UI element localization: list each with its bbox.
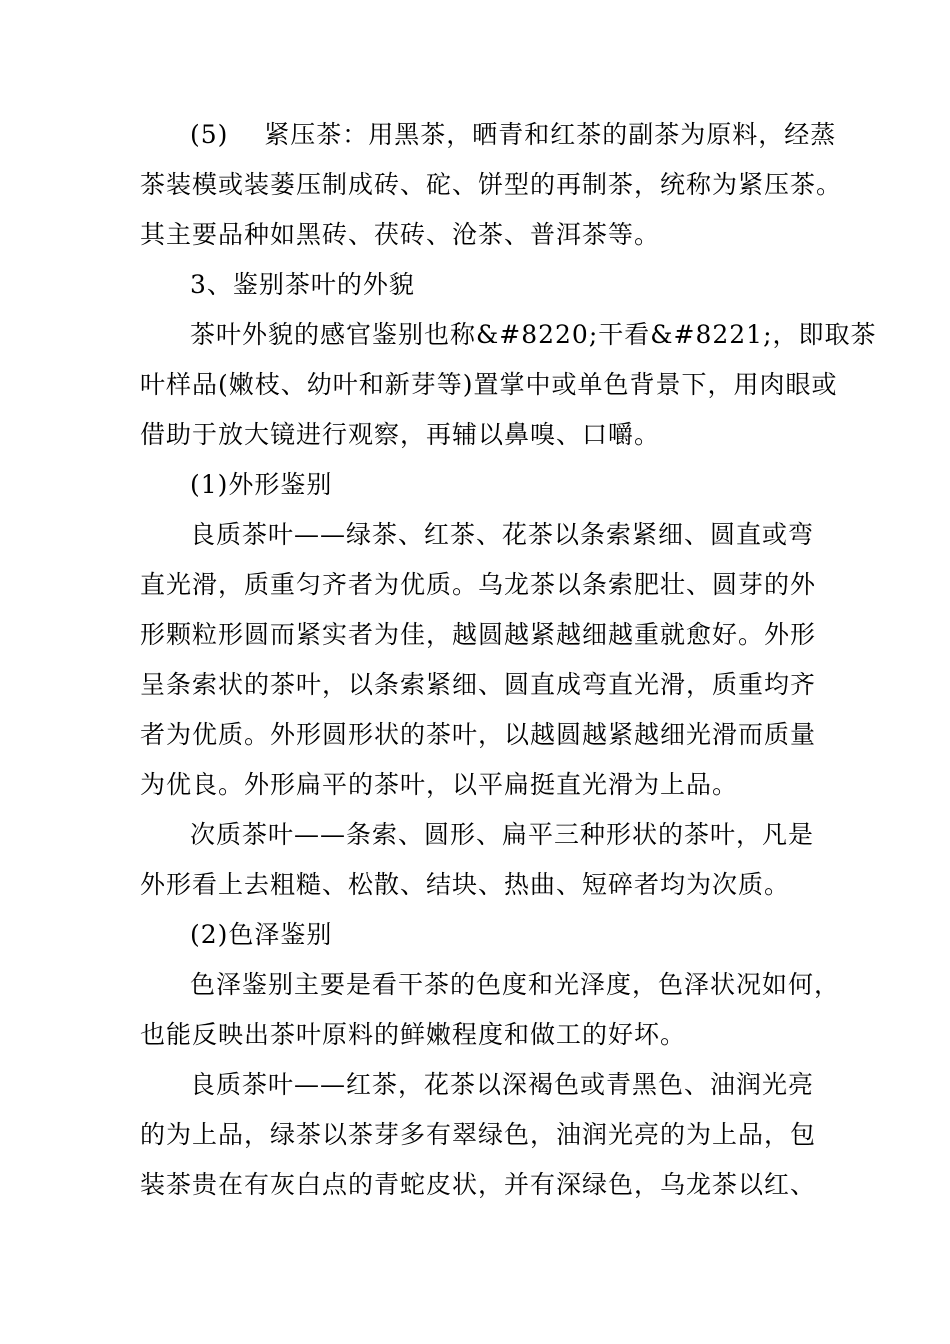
section-heading: 3、鉴别茶叶的外貌 bbox=[190, 270, 415, 299]
paragraph-line: 茶装模或装蒌压制成砖、砣、饼型的再制茶，统称为紧压茶。 bbox=[140, 170, 843, 199]
paragraph-line: 借助于放大镜进行观察，再辅以鼻嗅、口嚼。 bbox=[140, 420, 661, 449]
paragraph-line: 为优良。外形扁平的茶叶，以平扁挺直光滑为上品。 bbox=[140, 770, 739, 799]
paragraph-line: 的为上品，绿茶以茶芽多有翠绿色，油润光亮的为上品，包 bbox=[140, 1120, 817, 1149]
paragraph-line: 次质茶叶——条索、圆形、扁平三种形状的茶叶，凡是 bbox=[190, 820, 815, 849]
paragraph-line: 良质茶叶——绿茶、红茶、花茶以条索紧细、圆直或弯 bbox=[190, 520, 815, 549]
subsection-heading: (1)外形鉴别 bbox=[190, 470, 333, 499]
paragraph-line: 茶叶外貌的感官鉴别也称&#8220;干看&#8221;，即取茶 bbox=[190, 320, 877, 349]
paragraph-line: 也能反映出茶叶原料的鲜嫩程度和做工的好坏。 bbox=[140, 1020, 687, 1049]
paragraph-line: 者为优质。外形圆形状的茶叶，以越圆越紧越细光滑而质量 bbox=[140, 720, 817, 749]
paragraph-line: 叶样品(嫩枝、幼叶和新芽等)置掌中或单色背景下，用肉眼或 bbox=[140, 370, 838, 399]
paragraph-line: 色泽鉴别主要是看干茶的色度和光泽度，色泽状况如何， bbox=[190, 970, 841, 999]
paragraph-line: 形颗粒形圆而紧实者为佳，越圆越紧越细越重就愈好。外形 bbox=[140, 620, 817, 649]
paragraph-line: 外形看上去粗糙、松散、结块、热曲、短碎者均为次质。 bbox=[140, 870, 791, 899]
paragraph-line: 直光滑，质重匀齐者为优质。乌龙茶以条索肥壮、圆芽的外 bbox=[140, 570, 817, 599]
paragraph-line: 其主要品种如黑砖、茯砖、沧茶、普洱茶等。 bbox=[140, 220, 661, 249]
paragraph-line: 良质茶叶——红茶，花茶以深褐色或青黑色、油润光亮 bbox=[190, 1070, 815, 1099]
subsection-heading: (2)色泽鉴别 bbox=[190, 920, 333, 949]
paragraph-line: 装茶贵在有灰白点的青蛇皮状，并有深绿色，乌龙茶以红、 bbox=[140, 1170, 817, 1199]
paragraph-line: (5) 紧压茶：用黑茶，晒青和红茶的副茶为原料，经蒸 bbox=[190, 120, 837, 149]
paragraph-line: 呈条索状的茶叶，以条索紧细、圆直成弯直光滑，质重均齐 bbox=[140, 670, 817, 699]
